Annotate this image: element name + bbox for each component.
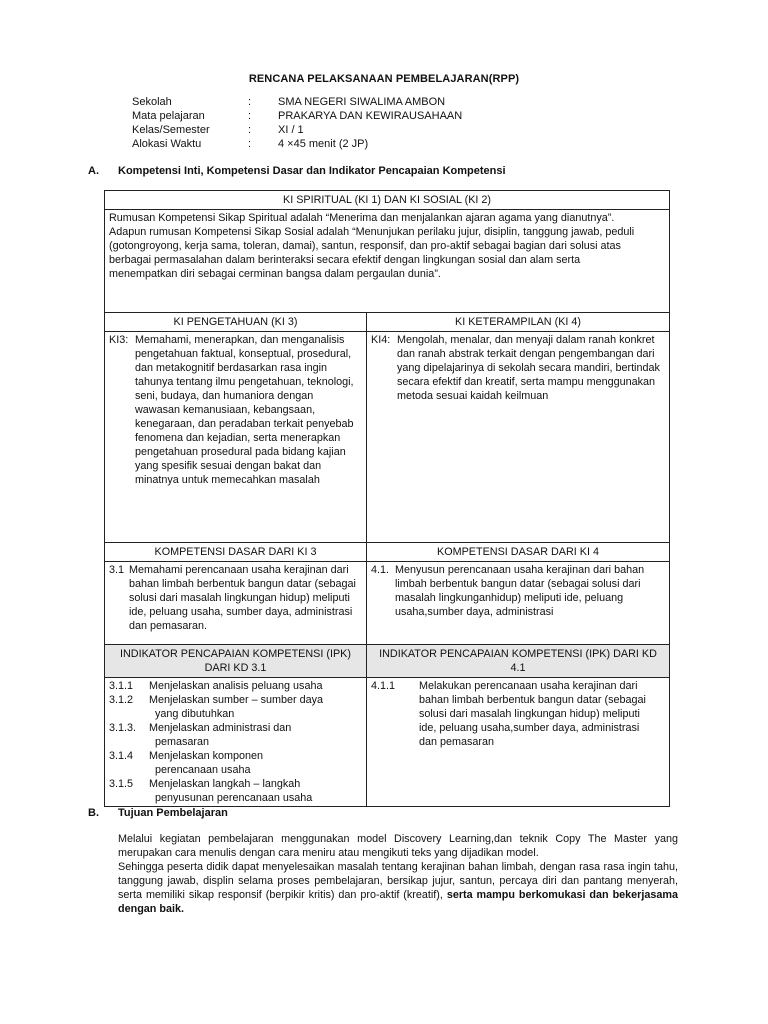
- ki3-cell: [105, 332, 367, 543]
- info-value: PRAKARYA DAN KEWIRAUSAHAAN: [278, 110, 463, 122]
- learning-objectives: [118, 832, 678, 916]
- section-a-heading: [88, 164, 506, 179]
- info-colon: :: [248, 110, 252, 122]
- ki4-text: Mengolah, menalar, dan menyaji dalam ranah konkret dan ranah abstrak terkait dengan pengembangan dari yang dipelajarinya di sekolah secara mandiri, bertindak secara efektif dan kreatif, serta mampu menggunakan metoda sesuai kaidah keilmuan: [397, 334, 660, 403]
- ki3-header: KI PENGETAHUAN (KI 3): [105, 313, 367, 332]
- document-title: RENCANA PELAKSANAAN PEMBELAJARAN(RPP): [248, 73, 520, 85]
- info-value: XI / 1: [278, 124, 304, 136]
- info-label: Mata pelajaran: [132, 110, 205, 122]
- section-b-heading: [88, 806, 228, 821]
- ipk3-item-text-cont: penyusunan perencanaan usaha: [155, 792, 313, 805]
- ipk3-item-number: 3.1.5: [109, 778, 134, 791]
- section-title: Tujuan Pembelajaran: [118, 807, 228, 819]
- kd4-number: 4.1.: [371, 564, 390, 577]
- info-label: Kelas/Semester: [132, 124, 210, 136]
- ki3-entry: [109, 333, 362, 487]
- info-value: SMA NEGERI SIWALIMA AMBON: [278, 96, 446, 108]
- ipk3-item: [109, 693, 362, 721]
- info-colon: :: [248, 138, 252, 150]
- ipk3-header: INDIKATOR PENCAPAIAN KOMPETENSI (IPK) DARI KD 3.1: [105, 645, 367, 678]
- identity-block: [132, 95, 462, 151]
- ipk3-item-number: 3.1.2: [109, 694, 134, 707]
- objective-text: Sehingga peserta didik dapat menyelesaikan masalah tentang kerajinan bahan limbah, dengan rasa rasa ingin tahu, tanggung jawab, displin selama proses pembelajaran, bersikap jujur, santun, percaya diri dan pantang menyerah, serta memiliki sikap responsif (berpikir kritis) dan pro-aktif (kreatif),: [118, 861, 678, 902]
- info-value: 4 ×45 menit (2 JP): [278, 138, 369, 150]
- ipk3-item-number: 3.1.1: [109, 680, 134, 693]
- ipk3-item-text: Menjelaskan komponen: [149, 750, 264, 763]
- info-colon: :: [248, 96, 252, 108]
- info-row-class: [132, 123, 462, 137]
- ipk3-item-text: Menjelaskan sumber – sumber daya: [149, 694, 324, 707]
- ipk3-item-text: Menjelaskan langkah – langkah: [149, 778, 301, 791]
- ipk4-entry: [371, 679, 665, 749]
- kd4-cell: [367, 562, 670, 645]
- kd3-header: KOMPETENSI DASAR DARI KI 3: [105, 543, 367, 562]
- info-label: Alokasi Waktu: [132, 138, 202, 150]
- ki3-number: KI3:: [109, 334, 129, 347]
- ki4-header: KI KETERAMPILAN (KI 4): [367, 313, 670, 332]
- kd3-cell: [105, 562, 367, 645]
- ipk3-item: [109, 721, 362, 749]
- ipk3-item: [109, 749, 362, 777]
- ipk3-item-text-cont: pemasaran: [155, 736, 210, 749]
- ki4-entry: [371, 333, 665, 403]
- ki4-number: KI4:: [371, 334, 391, 347]
- kd3-text: Memahami perencanaan usaha kerajinan dari bahan limbah berbentuk bangun datar (sebagai solusi dari masalah lingkungan hidup) meliputi ide, peluang usaha, sumber daya, administrasi dan pemasaran.: [129, 564, 356, 633]
- kd4-entry: [371, 563, 665, 619]
- ki4-cell: [367, 332, 670, 543]
- objective-paragraph-1: Melalui kegiatan pembelajaran menggunakan model Discovery Learning,dan teknik Copy The Master yang merupakan cara menulis dengan cara meniru atau mengikuti teks yang dijadikan model.: [118, 833, 678, 860]
- ipk3-item-text-cont: yang dibutuhkan: [155, 708, 235, 721]
- info-row-school: [132, 95, 462, 109]
- kd4-text: Menyusun perencanaan usaha kerajinan dari bahan limbah berbentuk bangun datar (sebagai solusi dari masalah lingkunganhidup) meliputi ide, peluang usaha,sumber daya, administrasi: [395, 564, 645, 619]
- ipk4-cell: [367, 678, 670, 807]
- ki-spiritual-text: Rumusan Kompetensi Sikap Spiritual adalah “Menerima dan menjalankan ajaran agama yang dianutnya”. Adapun rumusan Kompetensi Sikap Sosial adalah “Menunjukan perilaku jujur, disiplin, tanggung jawab, peduli (gotongroyong, kerja sama, toleran, damai), santun, responsif, dan pro-aktif sebagai bagian dari solusi atas berbagai permasalahan dalam berinteraksi secara efektif dengan lingkungan sosial dan alam serta menempatkan diri sebagai cerminan bangsa dalam pergaulan dunia”.: [105, 210, 670, 313]
- ki3-text: Memahami, menerapkan, dan menganalisis pengetahuan faktual, konseptual, prosedural, dan metakognitif berdasarkan rasa ingin tahunya tentang ilmu pengetahuan, teknologi, seni, budaya, dan humaniora dengan wawasan kemanusiaan, kebangsaan, kenegaraan, dan peradaban terkait penyebab fenomena dan kejadian, serta menerapkan pengetahuan prosedural pada bidang kajian yang spesifik sesuai dengan bakat dan minatnya untuk memecahkan masalah: [135, 334, 354, 487]
- ipk4-number: 4.1.1: [371, 680, 396, 693]
- ipk4-header: INDIKATOR PENCAPAIAN KOMPETENSI (IPK) DARI KD 4.1: [367, 645, 670, 678]
- info-colon: :: [248, 124, 252, 136]
- section-letter: B.: [88, 807, 99, 819]
- competency-table: [104, 190, 670, 807]
- ipk3-item: [109, 777, 362, 805]
- objective-text-bold: serta mampu berkomukasi dan bekerjasama dengan baik.: [118, 889, 678, 916]
- ipk3-item-number: 3.1.3.: [109, 722, 137, 735]
- section-title: Kompetensi Inti, Kompetensi Dasar dan Indikator Pencapaian Kompetensi: [118, 165, 506, 177]
- ipk3-item-text-cont: perencanaan usaha: [155, 764, 251, 777]
- ipk3-item-text: Menjelaskan analisis peluang usaha: [149, 680, 323, 693]
- ipk4-text: Melakukan perencanaan usaha kerajinan dari bahan limbah berbentuk bangun datar (sebagai solusi dari masalah lingkungan hidup) meliputi ide, peluang usaha,sumber daya, administrasi dan pemasaran: [419, 680, 646, 749]
- info-label: Sekolah: [132, 96, 172, 108]
- ki-spiritual-header: KI SPIRITUAL (KI 1) DAN KI SOSIAL (KI 2): [105, 191, 670, 210]
- ipk3-item-number: 3.1.4: [109, 750, 134, 763]
- info-row-time: [132, 137, 462, 151]
- objective-paragraph-2: [118, 860, 678, 916]
- kd3-entry: [109, 563, 362, 633]
- section-letter: A.: [88, 165, 99, 177]
- ipk3-cell: [105, 678, 367, 807]
- info-row-subject: [132, 109, 462, 123]
- kd3-number: 3.1: [109, 564, 125, 577]
- ipk3-item-text: Menjelaskan administrasi dan: [149, 722, 292, 735]
- ipk3-item: [109, 679, 362, 693]
- kd4-header: KOMPETENSI DASAR DARI KI 4: [367, 543, 670, 562]
